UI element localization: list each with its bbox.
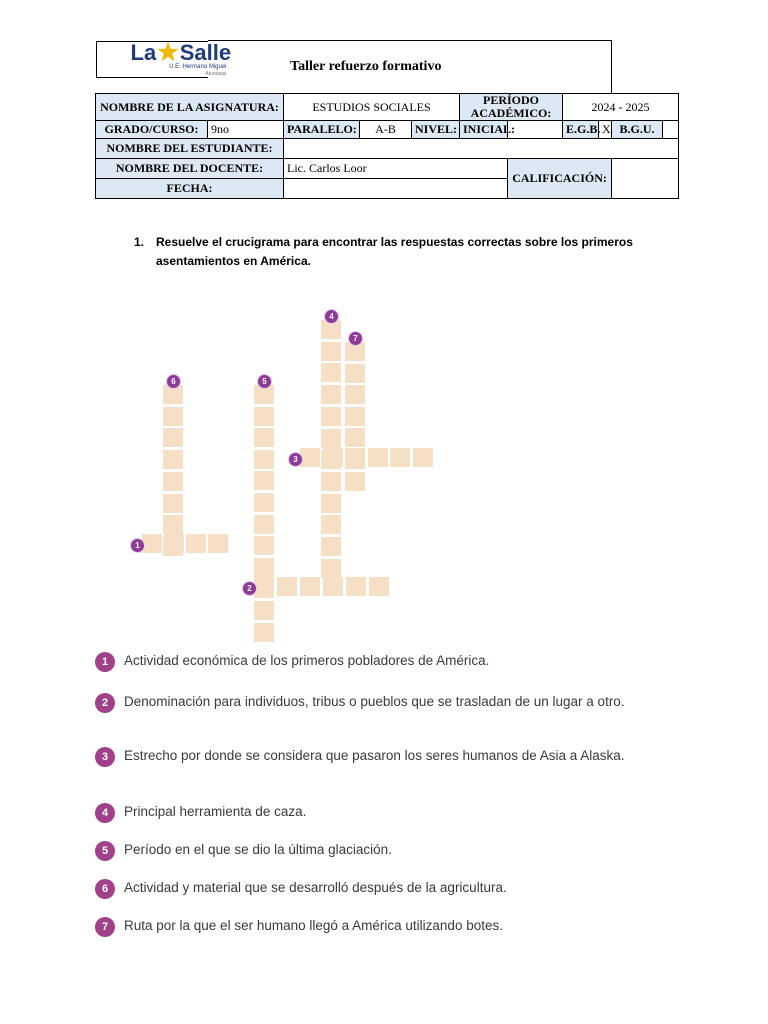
clue-text: Actividad económica de los primeros pobladores de América. bbox=[124, 653, 490, 668]
clue-text: Período en el que se dio la última glaciación. bbox=[124, 842, 392, 857]
teacher-value: Lic. Carlos Loor bbox=[284, 159, 508, 179]
student-label: NOMBRE DEL ESTUDIANTE: bbox=[96, 139, 284, 159]
crossword-cell-3-5[interactable] bbox=[390, 448, 410, 467]
crossword-number-badge: 7 bbox=[348, 331, 363, 346]
period-value: 2024 - 2025 bbox=[563, 94, 679, 121]
instruction-number: 1. bbox=[134, 235, 145, 249]
crossword-cell-3-4[interactable] bbox=[368, 448, 388, 467]
crossword-number-badge: 3 bbox=[288, 452, 303, 467]
crossword-cell-7-3[interactable] bbox=[345, 385, 365, 404]
crossword-cell-2-4[interactable] bbox=[323, 577, 343, 596]
crossword-cell-6-2[interactable] bbox=[163, 407, 183, 426]
score-label: CALIFICACIÓN: bbox=[508, 159, 612, 199]
subject-label: NOMBRE DE LA ASIGNATURA: bbox=[96, 94, 284, 121]
logo-location: Atuntaqui bbox=[205, 70, 227, 77]
grade-value: 9no bbox=[208, 121, 284, 139]
crossword-cell-7-7[interactable] bbox=[345, 472, 365, 491]
crossword-cell-7-4[interactable] bbox=[345, 407, 365, 426]
crossword-number-badge: 6 bbox=[166, 374, 181, 389]
crossword-cell-4-9[interactable] bbox=[321, 494, 341, 513]
logo-text-la: La bbox=[130, 39, 157, 65]
crossword-cell-4-8[interactable] bbox=[321, 472, 341, 491]
crossword-cell-5-6[interactable] bbox=[254, 493, 274, 512]
bgu-label: B.G.U. bbox=[612, 121, 663, 139]
crossword-cell-6-5[interactable] bbox=[163, 472, 183, 491]
crossword-number-badge: 2 bbox=[242, 581, 257, 596]
clue-text: Actividad y material que se desarrolló después de la agricultura. bbox=[124, 880, 507, 895]
date-value[interactable] bbox=[284, 179, 508, 199]
crossword-cell-6-3[interactable] bbox=[163, 428, 183, 447]
clue-text: Principal herramienta de caza. bbox=[124, 804, 307, 819]
period-label: PERÍODO ACADÉMICO: bbox=[460, 94, 563, 121]
date-label: FECHA: bbox=[96, 179, 284, 199]
crossword-cell-5-5[interactable] bbox=[254, 471, 274, 490]
crossword-cell-5-10[interactable] bbox=[254, 579, 274, 598]
crossword-cell-5-2[interactable] bbox=[254, 407, 274, 426]
inicial-value bbox=[508, 121, 563, 139]
crossword-cell-4-3[interactable] bbox=[321, 363, 341, 382]
clue-number-badge: 1 bbox=[95, 652, 115, 672]
clue-text: Ruta por la que el ser humano llegó a América utilizando botes. bbox=[124, 918, 503, 933]
crossword-cell-6-8[interactable] bbox=[163, 537, 183, 556]
score-value[interactable] bbox=[612, 159, 679, 199]
clue-text: Estrecho por donde se considera que pasaron los seres humanos de Asia a Alaska. bbox=[124, 748, 625, 763]
crossword-cell-4-12[interactable] bbox=[321, 559, 341, 578]
crossword-cell-6-6[interactable] bbox=[163, 494, 183, 513]
grade-label: GRADO/CURSO: bbox=[96, 121, 208, 139]
crossword-cell-1-3[interactable] bbox=[186, 534, 206, 553]
crossword-number-badge: 5 bbox=[257, 374, 272, 389]
crossword-cell-5-4[interactable] bbox=[254, 450, 274, 469]
teacher-label: NOMBRE DEL DOCENTE: bbox=[96, 159, 284, 179]
crossword-cell-2-6[interactable] bbox=[369, 577, 389, 596]
egb-value: X bbox=[599, 121, 612, 139]
crossword-cell-4-10[interactable] bbox=[321, 515, 341, 534]
level-label: NIVEL: bbox=[412, 121, 460, 139]
crossword-cell-5-11[interactable] bbox=[254, 601, 274, 620]
crossword-cell-6-7[interactable] bbox=[163, 515, 183, 534]
clue-number-badge: 3 bbox=[95, 747, 115, 767]
crossword-cell-2-2[interactable] bbox=[277, 577, 297, 596]
crossword-cell-3-1[interactable] bbox=[300, 448, 320, 467]
crossword-number-badge: 1 bbox=[130, 538, 145, 553]
crossword-cell-5-9[interactable] bbox=[254, 558, 274, 577]
clue-number-badge: 2 bbox=[95, 693, 115, 713]
crossword-cell-6-4[interactable] bbox=[163, 450, 183, 469]
crossword-cell-7-2[interactable] bbox=[345, 364, 365, 383]
crossword-cell-2-3[interactable] bbox=[300, 577, 320, 596]
crossword-cell-4-7[interactable] bbox=[321, 450, 341, 469]
clue-text: Denominación para individuos, tribus o pueblos que se trasladan de un lugar a otro. bbox=[124, 694, 625, 709]
student-value[interactable] bbox=[284, 139, 679, 159]
header-table bbox=[95, 40, 678, 202]
crossword-cell-4-5[interactable] bbox=[321, 407, 341, 426]
clue-number-badge: 5 bbox=[95, 841, 115, 861]
instruction bbox=[134, 233, 654, 271]
crossword-cell-3-6[interactable] bbox=[413, 448, 433, 467]
logo-text-salle: Salle bbox=[179, 39, 232, 65]
clue-number-badge: 4 bbox=[95, 803, 115, 823]
crossword-number-badge: 4 bbox=[324, 309, 339, 324]
document-title: Taller refuerzo formativo bbox=[208, 41, 612, 94]
crossword-cell-4-2[interactable] bbox=[321, 342, 341, 361]
parallel-value: A-B bbox=[360, 121, 412, 139]
parallel-label: PARALELO: bbox=[284, 121, 360, 139]
crossword-cell-4-6[interactable] bbox=[321, 429, 341, 448]
crossword-cell-4-4[interactable] bbox=[321, 385, 341, 404]
subject-value: ESTUDIOS SOCIALES bbox=[284, 94, 460, 121]
star-icon: ★ bbox=[157, 38, 179, 66]
crossword-cell-4-11[interactable] bbox=[321, 537, 341, 556]
crossword-cell-5-7[interactable] bbox=[254, 515, 274, 534]
crossword-cell-7-5[interactable] bbox=[345, 428, 365, 447]
egb-label: E.G.B. bbox=[563, 121, 599, 139]
clue-number-badge: 7 bbox=[95, 917, 115, 937]
crossword-cell-1-1[interactable] bbox=[142, 534, 162, 553]
crossword-cell-2-5[interactable] bbox=[346, 577, 366, 596]
crossword-cell-1-4[interactable] bbox=[208, 534, 228, 553]
bgu-value bbox=[663, 121, 679, 139]
crossword-cell-7-6[interactable] bbox=[345, 450, 365, 469]
clue-number-badge: 6 bbox=[95, 879, 115, 899]
school-logo bbox=[96, 38, 232, 78]
crossword-cell-5-8[interactable] bbox=[254, 536, 274, 555]
crossword-cell-5-12[interactable] bbox=[254, 623, 274, 642]
inicial-label: INICIAL: bbox=[460, 121, 508, 139]
crossword-cell-5-3[interactable] bbox=[254, 428, 274, 447]
instruction-text: Resuelve el crucigrama para encontrar las respuestas correctas sobre los primeros asentamientos en América. bbox=[156, 235, 633, 268]
logo-subtitle: U.E. Hermano Miguel bbox=[169, 63, 227, 70]
